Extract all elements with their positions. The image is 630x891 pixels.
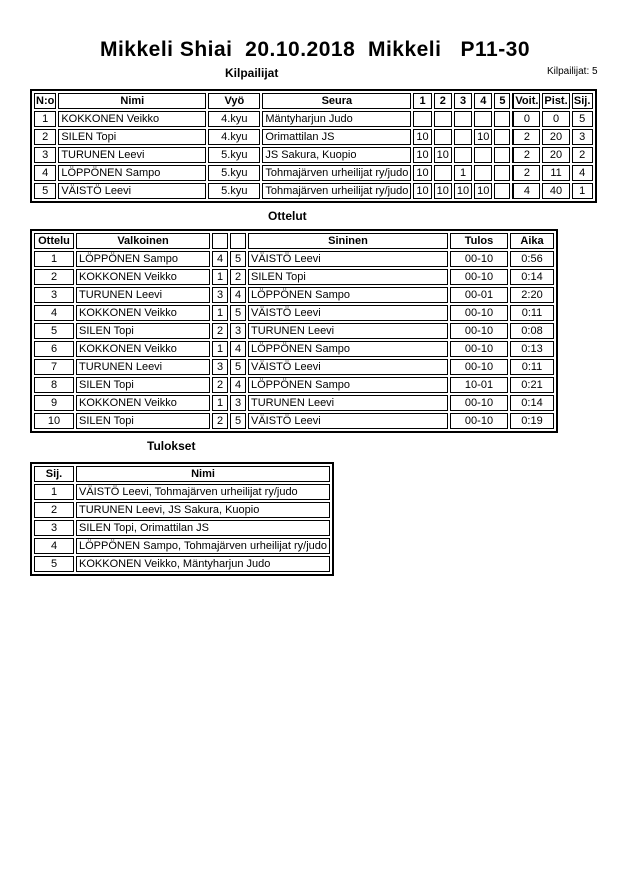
round-score (434, 111, 452, 127)
white-name: SILEN Topi (76, 377, 210, 393)
competitor-belt: 5.kyu (208, 147, 260, 163)
white-number: 3 (212, 287, 228, 303)
match-time: 0:11 (510, 359, 554, 375)
match-time: 0:11 (510, 305, 554, 321)
match-number: 7 (34, 359, 74, 375)
competitor-place: 4 (572, 165, 593, 181)
match-result: 00-10 (450, 251, 508, 267)
match-result: 00-10 (450, 413, 508, 429)
competitor-points: 0 (542, 111, 569, 127)
competitor-belt: 4.kyu (208, 111, 260, 127)
white-name: LÖPPÖNEN Sampo (76, 251, 210, 267)
competitor-club: JS Sakura, Kuopio (262, 147, 411, 163)
header-white-number (212, 233, 228, 249)
match-number: 6 (34, 341, 74, 357)
page-title: Mikkeli Shiai 20.10.2018 Mikkeli P11-30 (99, 38, 531, 61)
table-row (34, 165, 593, 181)
result-name: KOKKONEN Veikko, Mäntyharjun Judo (76, 556, 330, 572)
table-row (34, 111, 593, 127)
competitor-name: LÖPPÖNEN Sampo (58, 165, 206, 181)
competitor-wins: 2 (512, 129, 540, 145)
white-number: 4 (212, 251, 228, 267)
header-points: Pist. (542, 93, 569, 109)
table-row (34, 502, 330, 518)
match-result: 00-01 (450, 287, 508, 303)
round-score: 10 (474, 129, 492, 145)
header-place: Sij. (34, 466, 74, 482)
result-place: 3 (34, 520, 74, 536)
round-score (494, 165, 510, 181)
blue-name: SILEN Topi (248, 269, 448, 285)
table-row (34, 323, 554, 339)
white-number: 3 (212, 359, 228, 375)
white-name: SILEN Topi (76, 323, 210, 339)
round-score (474, 165, 492, 181)
table-row (34, 147, 593, 163)
match-time: 0:56 (510, 251, 554, 267)
round-score (474, 147, 492, 163)
competitors-table (30, 89, 597, 203)
match-time: 0:21 (510, 377, 554, 393)
table-row (34, 395, 554, 411)
blue-number: 4 (230, 287, 246, 303)
white-number: 2 (212, 377, 228, 393)
blue-number: 5 (230, 305, 246, 321)
round-score: 1 (454, 165, 472, 181)
competitor-wins: 2 (512, 147, 540, 163)
header-name: Nimi (76, 466, 330, 482)
match-number: 4 (34, 305, 74, 321)
header-wins: Voit. (512, 93, 540, 109)
competitors-section-title: Kilpailijat (225, 66, 279, 80)
table-row (34, 520, 330, 536)
round-score (474, 111, 492, 127)
table-row (34, 377, 554, 393)
round-score: 10 (474, 183, 492, 199)
round-score: 10 (413, 147, 431, 163)
blue-name: VÄISTÖ Leevi (248, 359, 448, 375)
result-name: TURUNEN Leevi, JS Sakura, Kuopio (76, 502, 330, 518)
match-number: 10 (34, 413, 74, 429)
blue-number: 5 (230, 359, 246, 375)
white-number: 1 (212, 305, 228, 321)
match-result: 00-10 (450, 305, 508, 321)
matches-section-title: Ottelut (268, 209, 307, 223)
results-header-row (34, 466, 330, 482)
competitor-number: 3 (34, 147, 56, 163)
white-name: TURUNEN Leevi (76, 359, 210, 375)
round-score: 10 (434, 147, 452, 163)
match-time: 0:13 (510, 341, 554, 357)
competitor-club: Tohmajärven urheilijat ry/judo (262, 183, 411, 199)
header-round-5: 5 (494, 93, 510, 109)
table-row (34, 556, 330, 572)
competitor-name: SILEN Topi (58, 129, 206, 145)
match-time: 0:14 (510, 395, 554, 411)
blue-name: TURUNEN Leevi (248, 395, 448, 411)
blue-name: TURUNEN Leevi (248, 323, 448, 339)
table-row (34, 287, 554, 303)
round-score (494, 129, 510, 145)
competitor-place: 3 (572, 129, 593, 145)
table-row (34, 269, 554, 285)
match-result: 00-10 (450, 323, 508, 339)
competitor-wins: 2 (512, 165, 540, 181)
competitor-points: 20 (542, 129, 569, 145)
competitors-header-row (34, 93, 593, 109)
competitor-number: 1 (34, 111, 56, 127)
match-result: 00-10 (450, 341, 508, 357)
round-score (454, 111, 472, 127)
header-round-4: 4 (474, 93, 492, 109)
blue-number: 3 (230, 323, 246, 339)
match-number: 5 (34, 323, 74, 339)
table-row (34, 305, 554, 321)
round-score (434, 165, 452, 181)
header-time: Aika (510, 233, 554, 249)
results-section-title: Tulokset (147, 439, 196, 453)
competitor-club: Mäntyharjun Judo (262, 111, 411, 127)
header-match: Ottelu (34, 233, 74, 249)
table-row (34, 484, 330, 500)
competitors-count: Kilpailijat: 5 (547, 66, 598, 77)
round-score: 10 (434, 183, 452, 199)
match-time: 2:20 (510, 287, 554, 303)
round-score: 10 (413, 165, 431, 181)
header-blue: Sininen (248, 233, 448, 249)
white-name: SILEN Topi (76, 413, 210, 429)
competitor-belt: 5.kyu (208, 165, 260, 181)
white-name: KOKKONEN Veikko (76, 269, 210, 285)
result-name: LÖPPÖNEN Sampo, Tohmajärven urheilijat ry/judo (76, 538, 330, 554)
header-no: N:o (34, 93, 56, 109)
header-result: Tulos (450, 233, 508, 249)
white-name: KOKKONEN Veikko (76, 305, 210, 321)
white-name: KOKKONEN Veikko (76, 395, 210, 411)
result-place: 2 (34, 502, 74, 518)
blue-name: LÖPPÖNEN Sampo (248, 341, 448, 357)
competitor-number: 2 (34, 129, 56, 145)
blue-number: 2 (230, 269, 246, 285)
table-row (34, 341, 554, 357)
table-row (34, 251, 554, 267)
header-round-3: 3 (454, 93, 472, 109)
competitor-name: VÄISTÖ Leevi (58, 183, 206, 199)
header-club: Seura (262, 93, 411, 109)
blue-number: 4 (230, 341, 246, 357)
match-number: 9 (34, 395, 74, 411)
competitor-name: KOKKONEN Veikko (58, 111, 206, 127)
result-place: 4 (34, 538, 74, 554)
competitor-place: 5 (572, 111, 593, 127)
header-round-1: 1 (413, 93, 431, 109)
competitor-belt: 4.kyu (208, 129, 260, 145)
result-name: SILEN Topi, Orimattilan JS (76, 520, 330, 536)
table-row (34, 413, 554, 429)
round-score (454, 129, 472, 145)
table-row (34, 359, 554, 375)
blue-number: 4 (230, 377, 246, 393)
blue-number: 5 (230, 251, 246, 267)
header-white: Valkoinen (76, 233, 210, 249)
match-result: 00-10 (450, 395, 508, 411)
competitor-points: 11 (542, 165, 569, 181)
competitor-club: Tohmajärven urheilijat ry/judo (262, 165, 411, 181)
competitor-club: Orimattilan JS (262, 129, 411, 145)
table-row (34, 538, 330, 554)
blue-name: LÖPPÖNEN Sampo (248, 377, 448, 393)
match-time: 0:19 (510, 413, 554, 429)
match-number: 3 (34, 287, 74, 303)
result-place: 5 (34, 556, 74, 572)
white-number: 1 (212, 269, 228, 285)
header-round-2: 2 (434, 93, 452, 109)
blue-name: VÄISTÖ Leevi (248, 305, 448, 321)
header-blue-number (230, 233, 246, 249)
match-number: 8 (34, 377, 74, 393)
result-place: 1 (34, 484, 74, 500)
match-time: 0:14 (510, 269, 554, 285)
result-name: VÄISTÖ Leevi, Tohmajärven urheilijat ry/judo (76, 484, 330, 500)
competitor-wins: 0 (512, 111, 540, 127)
round-score (434, 129, 452, 145)
matches-header-row (34, 233, 554, 249)
round-score: 10 (413, 183, 431, 199)
header-place: Sij. (572, 93, 593, 109)
table-row (34, 129, 593, 145)
matches-table (30, 229, 558, 433)
match-time: 0:08 (510, 323, 554, 339)
round-score: 10 (413, 129, 431, 145)
match-result: 00-10 (450, 359, 508, 375)
competitor-wins: 4 (512, 183, 540, 199)
blue-name: LÖPPÖNEN Sampo (248, 287, 448, 303)
white-number: 2 (212, 323, 228, 339)
blue-name: VÄISTÖ Leevi (248, 251, 448, 267)
round-score (494, 147, 510, 163)
match-result: 10-01 (450, 377, 508, 393)
competitor-points: 20 (542, 147, 569, 163)
competitor-number: 4 (34, 165, 56, 181)
competitor-name: TURUNEN Leevi (58, 147, 206, 163)
competitor-place: 1 (572, 183, 593, 199)
competitor-belt: 5.kyu (208, 183, 260, 199)
round-score: 10 (454, 183, 472, 199)
competitor-points: 40 (542, 183, 569, 199)
round-score (494, 111, 510, 127)
match-result: 00-10 (450, 269, 508, 285)
round-score (454, 147, 472, 163)
competitor-place: 2 (572, 147, 593, 163)
white-name: KOKKONEN Veikko (76, 341, 210, 357)
blue-number: 3 (230, 395, 246, 411)
white-name: TURUNEN Leevi (76, 287, 210, 303)
white-number: 2 (212, 413, 228, 429)
white-number: 1 (212, 341, 228, 357)
header-belt: Vyö (208, 93, 260, 109)
blue-number: 5 (230, 413, 246, 429)
round-score (494, 183, 510, 199)
results-table (30, 462, 334, 576)
blue-name: VÄISTÖ Leevi (248, 413, 448, 429)
match-number: 1 (34, 251, 74, 267)
round-score (413, 111, 431, 127)
table-row (34, 183, 593, 199)
white-number: 1 (212, 395, 228, 411)
competitor-number: 5 (34, 183, 56, 199)
header-name: Nimi (58, 93, 206, 109)
match-number: 2 (34, 269, 74, 285)
